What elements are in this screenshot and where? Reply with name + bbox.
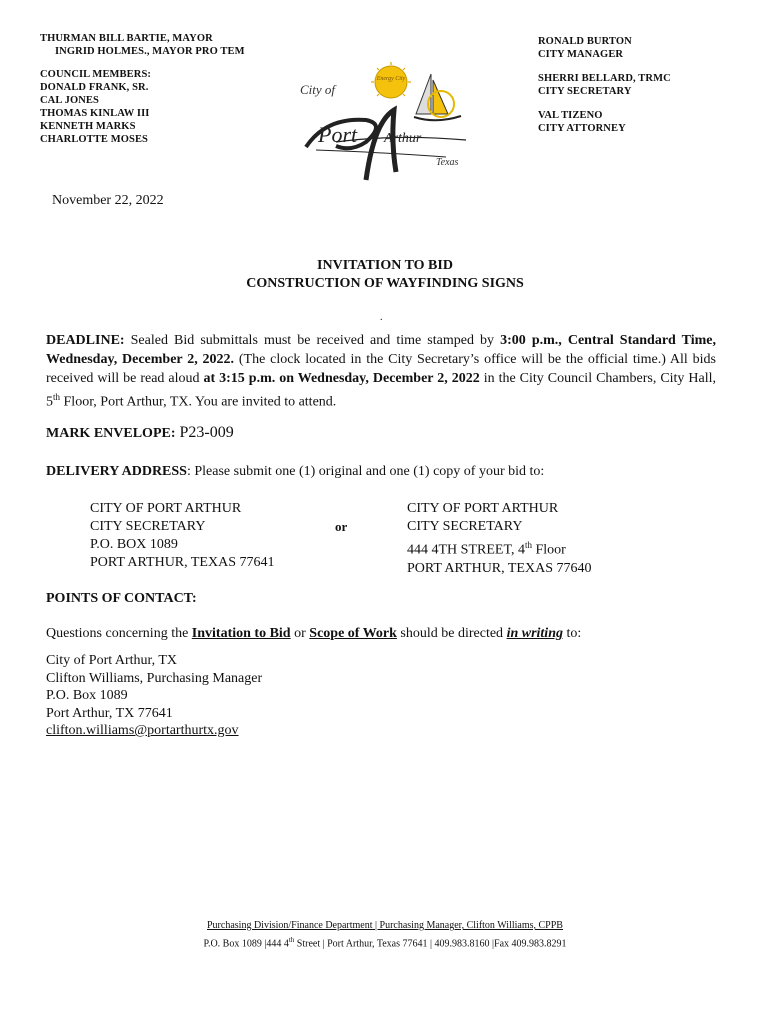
contact-email-link[interactable]: clifton.williams@portarthurtx.gov	[46, 723, 239, 738]
delivery-address-line	[46, 464, 544, 480]
points-of-contact-heading: POINTS OF CONTACT:	[46, 591, 197, 606]
deadline-text: Floor, Port Arthur, TX. You are invited to attend.	[60, 394, 337, 410]
deadline-label: DEADLINE:	[46, 333, 125, 348]
council-member: KENNETH MARKS	[40, 121, 136, 132]
stray-dot: .	[380, 312, 383, 323]
city-logo	[296, 62, 472, 190]
sailboat-icon	[414, 74, 461, 120]
council-member: CHARLOTTE MOSES	[40, 134, 148, 145]
deadline-time: 3:00 p.m., Central Standard Time, Wednesday, December 2, 2022.	[46, 333, 716, 367]
address-line: CITY OF PORT ARTHUR	[90, 501, 242, 516]
city-logo-graphic	[296, 62, 472, 190]
header-right-officials	[538, 35, 671, 135]
council-member: CAL JONES	[40, 95, 99, 106]
delivery-text: : Please submit one (1) original and one (1) copy of your bid to:	[186, 464, 545, 479]
council-member: THOMAS KINLAW III	[40, 108, 150, 119]
address-line: PORT ARTHUR, TEXAS 77640	[407, 560, 592, 576]
address-line: PORT ARTHUR, TEXAS 77641	[90, 555, 275, 570]
address-street	[407, 500, 592, 578]
official-title: CITY MANAGER	[538, 49, 624, 60]
bid-opening-time: at 3:15 p.m. on Wednesday, December 2, 2022	[203, 371, 480, 386]
address-or: or	[335, 519, 348, 534]
mark-envelope	[46, 424, 234, 442]
logo-city-of: City of	[300, 82, 336, 97]
council-member: DONALD FRANK, SR.	[40, 82, 149, 93]
mark-envelope-label: MARK ENVELOPE:	[46, 426, 176, 441]
contact-line: P.O. Box 1089	[46, 688, 128, 703]
deadline-paragraph	[46, 331, 716, 412]
invitation-to-bid-ref: Invitation to Bid	[191, 626, 291, 641]
logo-port: Port	[318, 122, 358, 147]
official-name: SHERRI BELLARD, TRMC	[538, 73, 671, 84]
address-line: CITY OF PORT ARTHUR	[407, 501, 559, 516]
official-title: CITY SECRETARY	[538, 86, 632, 97]
official-name: VAL TIZENO	[538, 110, 603, 121]
deadline-text: (The clock located in the City Secretary’s office will be the official time.) All bids received will be read aloud	[46, 352, 716, 386]
address-line: 444 4TH STREET, 4th Floor	[407, 540, 566, 558]
delivery-label: DELIVERY ADDRESS	[46, 464, 187, 479]
header-left-officials	[40, 32, 245, 146]
scope-of-work-ref: Scope of Work	[309, 626, 397, 641]
contact-block	[46, 652, 262, 740]
official-title: CITY ATTORNEY	[538, 123, 626, 134]
council-heading: COUNCIL MEMBERS:	[40, 69, 151, 80]
letter-date: November 22, 2022	[52, 193, 164, 208]
deadline-text: Sealed Bid submittals must be received and time stamped by	[124, 333, 501, 348]
in-writing-emphasis: in writing	[506, 626, 563, 641]
contact-line: City of Port Arthur, TX	[46, 653, 178, 668]
title-line-1: INVITATION TO BID	[317, 258, 453, 273]
mayor-pro-tem-line: INGRID HOLMES., MAYOR PRO TEM	[55, 46, 245, 57]
superscript: th	[53, 392, 61, 402]
svg-text:Energy City: Energy City	[376, 76, 406, 82]
title-line-2: CONSTRUCTION OF WAYFINDING SIGNS	[246, 276, 524, 291]
contact-line: Clifton Williams, Purchasing Manager	[46, 670, 263, 686]
footer-line-1: Purchasing Division/Finance Department | Purchasing Manager, Clifton Williams, CPPB	[207, 920, 563, 931]
logo-texas: Texas	[436, 157, 459, 168]
logo-arthur: Arthur	[384, 131, 422, 146]
footer-line-2: P.O. Box 1089 |444 4th Street | Port Arthur, Texas 77641 | 409.983.8160 |Fax 409.983.8291	[203, 936, 567, 950]
sun-icon	[371, 62, 411, 98]
deadline-text: in the City Council Chambers, City Hall, 5	[46, 371, 717, 410]
footer	[0, 919, 770, 951]
address-line: CITY SECRETARY	[90, 519, 206, 534]
questions-line: Questions concerning the Invitation to Bid or Scope of Work should be directed in writing to:	[46, 626, 582, 641]
address-line: CITY SECRETARY	[407, 519, 523, 534]
official-name: RONALD BURTON	[538, 36, 632, 47]
mayor-line: THURMAN BILL BARTIE, MAYOR	[40, 33, 213, 44]
mark-envelope-value: P23-009	[175, 424, 234, 441]
address-po-box	[90, 500, 275, 572]
address-line: P.O. BOX 1089	[90, 537, 178, 552]
contact-line: Port Arthur, TX 77641	[46, 705, 173, 721]
